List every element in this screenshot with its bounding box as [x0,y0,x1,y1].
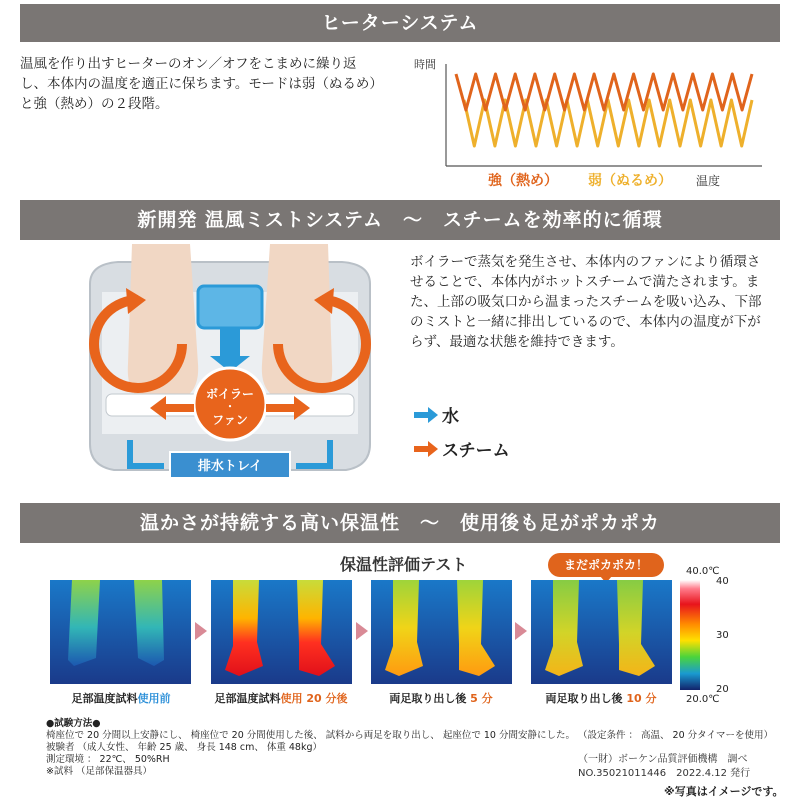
caption-after-5min: 両足取り出し後 5 分 [389,692,493,705]
drain-tray-label: 排水トレイ [197,459,263,474]
heater-description: 温風を作り出すヒーターのオン／オフをこまめに繰り返し、本体内の温度を適正に保ちます。モードは弱（ぬるめ）と強（熱め）の２段階。 [20,56,377,112]
image-disclaimer: ※写真はイメージです。 [664,785,784,798]
method-line-2: 被験者 （成人女性、 年齢 25 歳、 身長 148 cm、 体重 48kg） [46,742,322,753]
scale-tick-20: 20 [716,684,729,695]
method-line-4: ※試料 （足部保温器具） [46,766,152,777]
method-title: ●試験方法● [46,718,101,729]
temperature-color-scale [680,580,700,690]
next-step-chevron-icon [195,622,207,640]
method-line-3: 測定環境 ： 22℃、 50%RH [46,754,170,765]
legend-weak: 弱（ぬるめ） [588,173,672,189]
boiler-label-3: ファン [212,413,248,427]
certificate-number: NO.35021011446 2022.4.12 発行 [578,768,751,779]
test-title: 保温性評価テスト [340,555,468,574]
caption-after-10min: 両足取り出し後 10 分 [545,692,657,705]
water-tank-icon [198,286,262,328]
chart-y-axis-label: 時間 [414,58,436,71]
heater-section-title: ヒーターシステム [20,4,780,42]
still-warm-badge: まだポカポカ！ [548,553,664,577]
legend-steam [414,436,510,461]
scale-min-label: 20.0℃ [686,694,720,705]
next-step-chevron-icon [356,622,368,640]
next-step-chevron-icon [515,622,527,640]
mist-description: ボイラーで蒸気を発生させ、本体内のファンにより循環させることで、本体内がホットスチームで満たされます。また、上部の吸気口から温まったスチームを吸い込み、下部のミストと一緒に排出しているので、本体内の温度が下がらず、最適な状態を維持できます。 [410,254,762,350]
retention-section-title: 温かさが持続する高い保温性 ～ 使用後も足がポカポカ [20,503,780,543]
legend-water-label: 水 [442,407,459,427]
thermal-image-after-10min [531,580,672,684]
boiler-label-1: ボイラー [205,387,255,401]
caption-after-20min: 足部温度試料使用 20 分後 [214,692,348,705]
testing-organization: （一財）ボーケン品質評価機構 調べ [578,754,748,765]
foot-warmer-illustration [70,244,390,494]
legend-water [414,402,459,427]
mist-section-title: 新開発 温風ミストシステム ～ スチームを効率的に循環 [20,200,780,240]
thermal-image-after-5min [371,580,512,684]
thermal-image-after-20min [211,580,352,684]
scale-tick-40: 40 [716,576,729,587]
water-arrow-icon [414,407,438,423]
scale-max-label: 40.0℃ [686,566,720,577]
chart-x-axis-label: 温度 [696,174,721,188]
caption-before: 足部温度試料使用前 [71,692,171,705]
boiler-label-2: ・ [225,402,235,413]
method-line-1: 椅座位で 20 分間以上安静にし、 椅座位で 20 分間使用した後、 試料から両足を取り出し、 起座位で 10 分間安静にした。 （設定条件 ： 高温、 20 分タイマーを使用） [46,730,773,741]
legend-strong: 強（熱め） [488,173,558,189]
steam-arrow-icon [414,441,438,457]
strong-mode-wave [456,74,752,110]
thermal-image-before [50,580,191,684]
legend-steam-label: スチーム [442,441,510,461]
scale-tick-30: 30 [716,630,729,641]
